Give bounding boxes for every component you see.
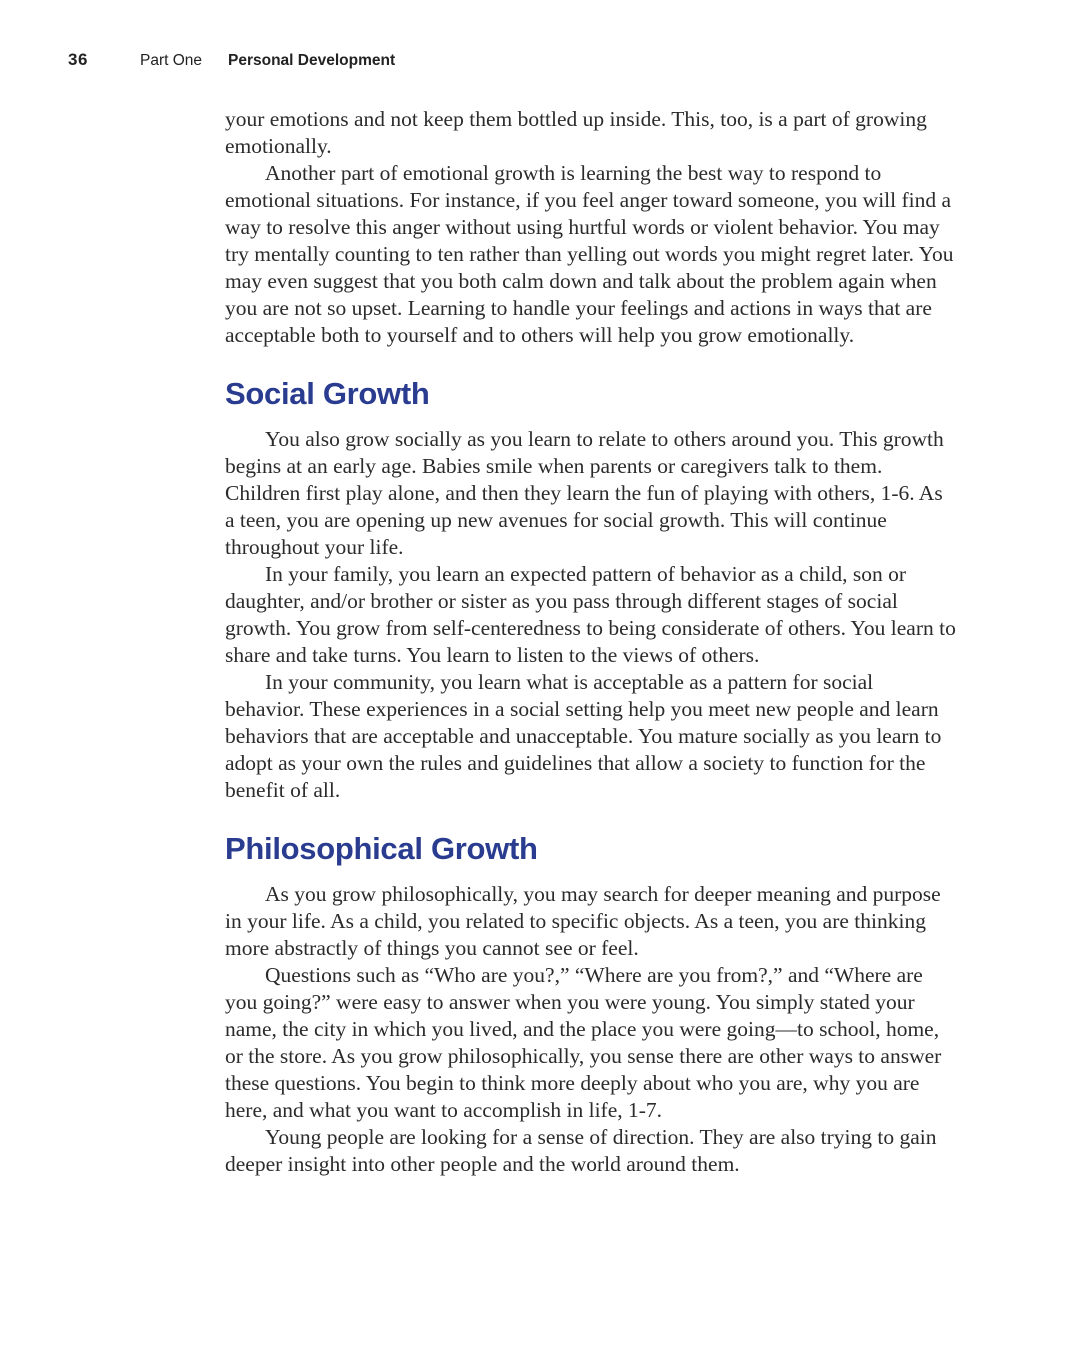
paragraph-philosophical-growth-3: Young people are looking for a sense of direction. They are also trying to gain deeper insight into other people and the world around them. — [225, 1125, 937, 1176]
part-title: Personal Development — [228, 52, 396, 69]
page-header — [68, 50, 395, 70]
section-heading-social-growth: Social Growth — [225, 376, 430, 411]
part-label: Part One — [140, 52, 203, 69]
paragraph-intro-continuation: your emotions and not keep them bottled up inside. This, too, is a part of growing emotionally. — [225, 107, 927, 158]
text-column — [225, 106, 957, 1178]
paragraph-emotional-growth: Another part of emotional growth is learning the best way to respond to emotional situations. For instance, if you feel anger toward someone, you will find a way to resolve this anger without using hurtful words or violent behavior. You may try mentally counting to ten rather than yelling out words you might regret later. You may even suggest that you both calm down and talk about the problem again when you are not so upset. Learning to handle your feelings and actions in ways that are acceptable both to yourself and to others will help you grow emotionally. — [225, 161, 954, 347]
paragraph-philosophical-growth-2: Questions such as “Who are you?,” “Where are you from?,” and “Where are you going?” were easy to answer when you were young. You simply stated your name, the city in which you lived, and the place you were going—to school, home, or the store. As you grow philosophically, you sense there are other ways to answer these questions. You begin to think more deeply about who you are, why you are here, and what you want to accomplish in life, 1-7. — [225, 963, 942, 1122]
paragraph-social-growth-2: In your family, you learn an expected pattern of behavior as a child, son or daughter, and/or brother or sister as you pass through different stages of social growth. You grow from self-centeredness to being considerate of others. You learn to share and take turns. You learn to listen to the views of others. — [225, 562, 956, 667]
paragraph-social-growth-1: You also grow socially as you learn to relate to others around you. This growth begins at an early age. Babies smile when parents or caregivers talk to them. Children first play alone, and then they learn the fun of playing with others, 1-6. As a teen, you are opening up new avenues for social growth. This will continue throughout your life. — [225, 427, 944, 559]
paragraph-philosophical-growth-1: As you grow philosophically, you may search for deeper meaning and purpose in your life. As a child, you related to specific objects. As a teen, you are thinking more abstractly of things you cannot see or feel. — [225, 882, 941, 960]
paragraph-social-growth-3: In your community, you learn what is acceptable as a pattern for social behavior. These experiences in a social setting help you meet new people and learn behaviors that are acceptable and unacceptable. You mature socially as you learn to adopt as your own the rules and guidelines that allow a society to function for the benefit of all. — [225, 670, 942, 802]
page-number: 36 — [68, 50, 88, 69]
section-heading-philosophical-growth: Philosophical Growth — [225, 831, 538, 866]
